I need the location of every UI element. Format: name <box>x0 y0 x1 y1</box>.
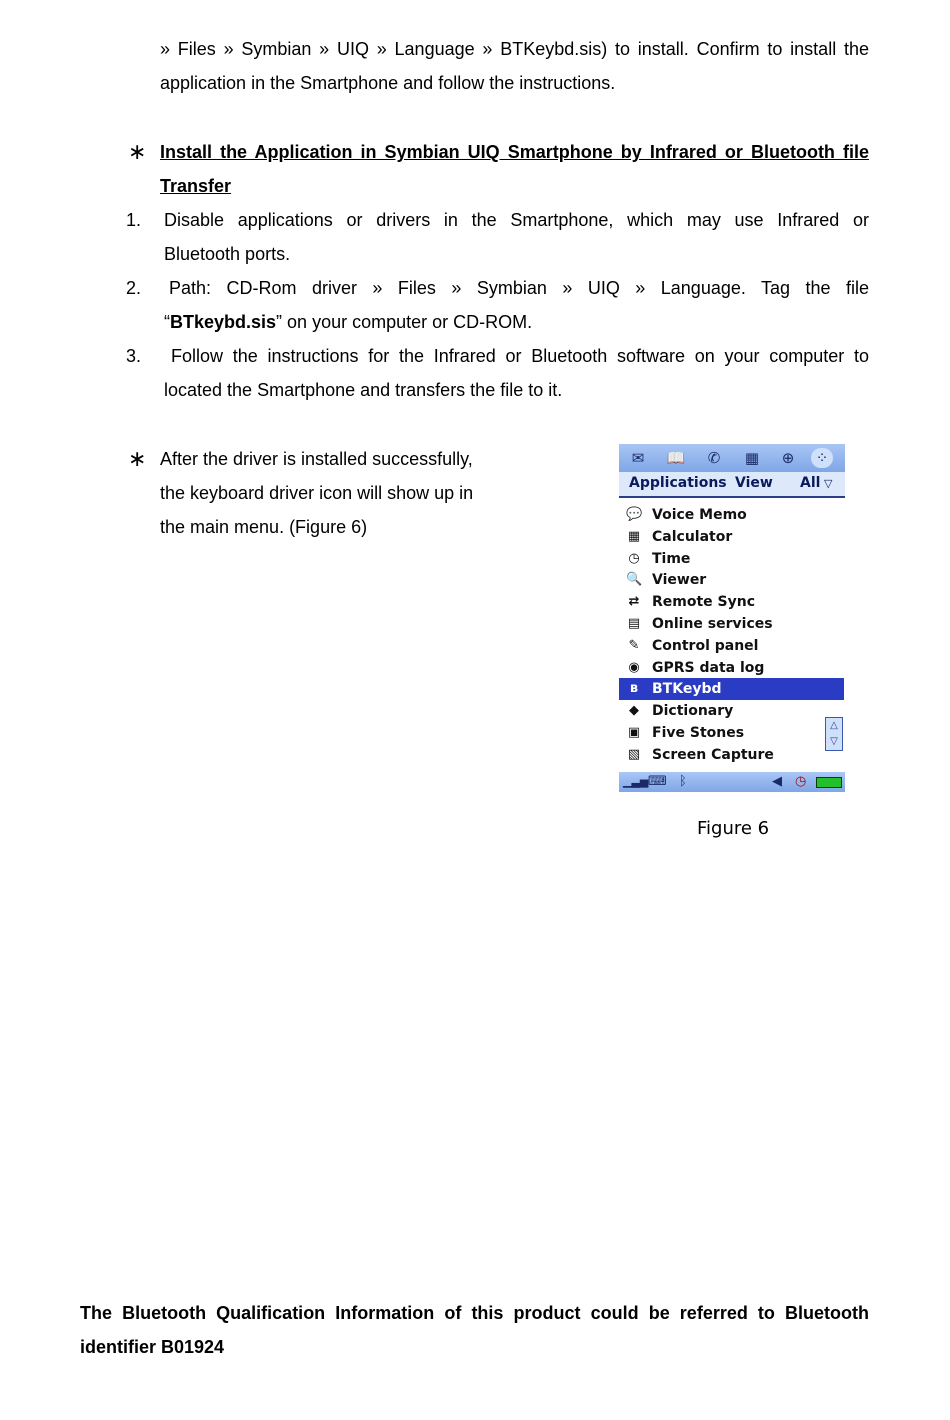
app-item-label: BTKeybd <box>652 681 722 698</box>
apps-grid-icon[interactable]: ⁘ <box>811 448 833 468</box>
app-item-label: Calculator <box>652 528 733 545</box>
app-item[interactable] <box>619 526 844 548</box>
calendar-icon[interactable]: ▦ <box>744 449 760 467</box>
after-line-1: After the driver is installed successfully, <box>160 449 473 469</box>
phone-screenshot <box>619 444 845 794</box>
alarm-clock-icon: ◷ <box>795 774 807 789</box>
mail-icon[interactable]: ✉ <box>631 449 645 467</box>
app-item[interactable] <box>619 504 844 526</box>
app-item[interactable] <box>619 548 844 570</box>
intro-line-1: » Files » Symbian » UIQ » Language » BTKeybd.sis) to install. Confirm to install the <box>160 39 869 59</box>
app-item[interactable] <box>619 613 844 635</box>
app-item-label: Screen Capture <box>652 746 774 763</box>
app-item-label: GPRS data log <box>652 659 765 676</box>
app-item[interactable] <box>619 569 844 591</box>
app-item-label: Voice Memo <box>652 507 747 523</box>
screen-capture-icon: ▧ <box>627 746 641 762</box>
app-item[interactable] <box>619 722 844 744</box>
menu-applications[interactable]: Applications <box>629 475 727 491</box>
voice-memo-icon: 💬 <box>626 507 643 522</box>
app-item[interactable] <box>619 678 844 700</box>
five-stones-icon: ▣ <box>627 725 641 740</box>
phone-icon[interactable]: ✆ <box>707 449 721 467</box>
app-item[interactable] <box>619 744 844 766</box>
app-item-label: Dictionary <box>652 703 734 720</box>
step-1-line-1: Disable applications or drivers in the Smartphone, which may use Infrared or <box>164 210 869 230</box>
bluetooth-icon: ᛒ <box>679 774 687 789</box>
phone-status-bar <box>619 772 845 792</box>
intro-line-2: application in the Smartphone and follow the instructions. <box>160 73 616 93</box>
after-bullet: ∗ <box>128 446 147 471</box>
menu-view[interactable]: View <box>735 475 773 491</box>
filename: BTkeybd.sis <box>170 312 277 332</box>
phone-menu-bar <box>619 472 845 498</box>
section-heading-line-1: Install the Application in Symbian UIQ Smartphone by Infrared or Bluetooth file <box>160 142 869 162</box>
control-panel-icon: ✎ <box>628 637 640 653</box>
clock-icon: ◷ <box>628 550 640 566</box>
after-line-3: the main menu. (Figure 6) <box>160 517 368 537</box>
step-2-line-1: Path: CD-Rom driver » Files » Symbian » UIQ » Language. Tag the file <box>169 278 869 298</box>
step-3-line-1: Follow the instructions for the Infrared or Bluetooth software on your computer to <box>171 346 869 366</box>
after-line-2: the keyboard driver icon will show up in <box>160 483 474 503</box>
remote-sync-icon: ⇄ <box>628 594 640 610</box>
battery-icon <box>816 777 842 788</box>
scroll-down-icon[interactable]: ▽ <box>830 736 838 747</box>
footer-line-2: identifier B01924 <box>80 1337 225 1357</box>
scroll-up-icon[interactable]: △ <box>830 720 838 731</box>
step-number: 2. <box>126 278 142 298</box>
signal-icon: ▁▃▅ <box>623 775 649 788</box>
app-item[interactable] <box>619 657 844 679</box>
online-services-icon: ▤ <box>627 616 641 631</box>
app-item[interactable] <box>619 700 844 722</box>
keyboard-icon[interactable]: ⌨ <box>648 774 667 789</box>
btkeybd-icon: ʙ <box>629 681 639 697</box>
step-2-line-2-rest: ” on your computer or CD-ROM. <box>276 312 533 332</box>
app-item-label: Viewer <box>652 572 707 589</box>
quote-open: “ <box>164 312 170 332</box>
globe-search-icon[interactable]: ⊕ <box>781 449 795 467</box>
step-number: 1. <box>126 210 142 230</box>
section-heading-line-2: Transfer <box>160 176 232 196</box>
app-item-label: Five Stones <box>652 725 745 741</box>
figure-caption: Figure 6 <box>697 818 770 839</box>
app-item-label: Remote Sync <box>652 594 756 611</box>
viewer-icon: 🔍 <box>626 572 643 588</box>
phone-toolbar <box>619 444 845 472</box>
step-2-line-2 <box>164 311 532 333</box>
chevron-down-icon[interactable]: ▽ <box>824 477 833 490</box>
app-item-label: Time <box>652 550 691 567</box>
app-item[interactable] <box>619 635 844 657</box>
menu-filter-all[interactable]: All <box>800 475 821 491</box>
step-number: 3. <box>126 346 142 366</box>
speaker-icon[interactable]: ◀ <box>772 774 782 789</box>
calculator-icon: ▦ <box>627 528 641 544</box>
section-bullet: ∗ <box>128 139 147 164</box>
app-item-label: Control panel <box>652 637 759 654</box>
scrollbar[interactable] <box>825 717 843 751</box>
app-item[interactable] <box>619 591 844 613</box>
step-1-line-2: Bluetooth ports. <box>164 244 291 264</box>
footer-line-1: The Bluetooth Qualification Information of this product could be referred to Bluetooth <box>80 1303 869 1323</box>
gprs-icon: ◉ <box>628 659 640 675</box>
app-item-label: Online services <box>652 616 773 632</box>
book-icon[interactable]: 📖 <box>666 449 686 467</box>
dictionary-icon: ◆ <box>629 703 639 719</box>
step-3-line-2: located the Smartphone and transfers the file to it. <box>164 380 563 400</box>
